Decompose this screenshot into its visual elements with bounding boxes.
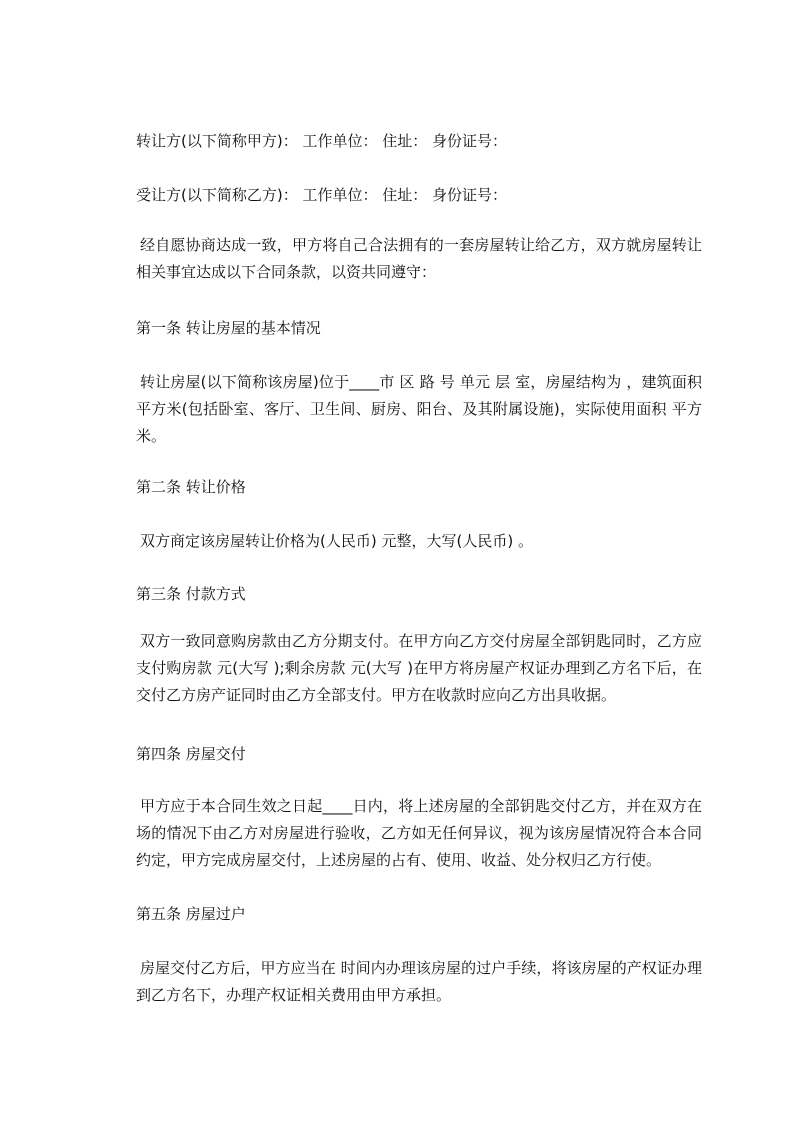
article5-body: 房屋交付乙方后，甲方应当在 时间内办理该房屋的过户手续，将该房屋的产权证办理到乙方名下，办理产权证相关费用由甲方承担。 (136, 959, 702, 1004)
intro-paragraph: 经自愿协商达成一致，甲方将自己合法拥有的一套房屋转让给乙方，双方就房屋转让相关事宜达成以下合同条款，以资共同遵守： (136, 236, 702, 281)
article4-body: 甲方应于本合同生效之日起____日内，将上述房屋的全部钥匙交付乙方，并在双方在场的情况下由乙方对房屋进行验收，乙方如无任何异议，视为该房屋情况符合本合同约定，甲方完成房屋交付，上述房屋的占有、使用、收益、处分权归乙方行使。 (136, 797, 702, 869)
article2-title: 第二条 转让价格 (136, 478, 246, 496)
article2-body: 双方商定该房屋转让价格为(人民币) 元整，大写(人民币) 。 (140, 532, 533, 550)
article3-body: 双方一致同意购房款由乙方分期支付。在甲方向乙方交付房屋全部钥匙同时，乙方应支付购房款 元(大写 );剩余房款 元(大写 )在甲方将房屋产权证办理到乙方名下后，在交付乙方房产证同时由乙方全部支付。甲方在收款时应向乙方出具收据。 (136, 632, 702, 704)
transferor-line: 转让方(以下简称甲方)： 工作单位： 住址： 身份证号： (136, 132, 508, 150)
article1-body: 转让房屋(以下简称该房屋)位于____市 区 路 号 单元 层 室，房屋结构为 ，建筑面积 平方米(包括卧室、客厅、卫生间、厨房、阳台、及其附属设施)，实际使用面积 平方米。 (136, 373, 702, 445)
article4-title: 第四条 房屋交付 (136, 745, 246, 763)
transferee-line: 受让方(以下简称乙方)： 工作单位： 住址： 身份证号： (136, 186, 508, 204)
article3-title: 第三条 付款方式 (136, 585, 246, 603)
article5-title: 第五条 房屋过户 (136, 905, 246, 923)
article1-title: 第一条 转让房屋的基本情况 (136, 319, 321, 337)
